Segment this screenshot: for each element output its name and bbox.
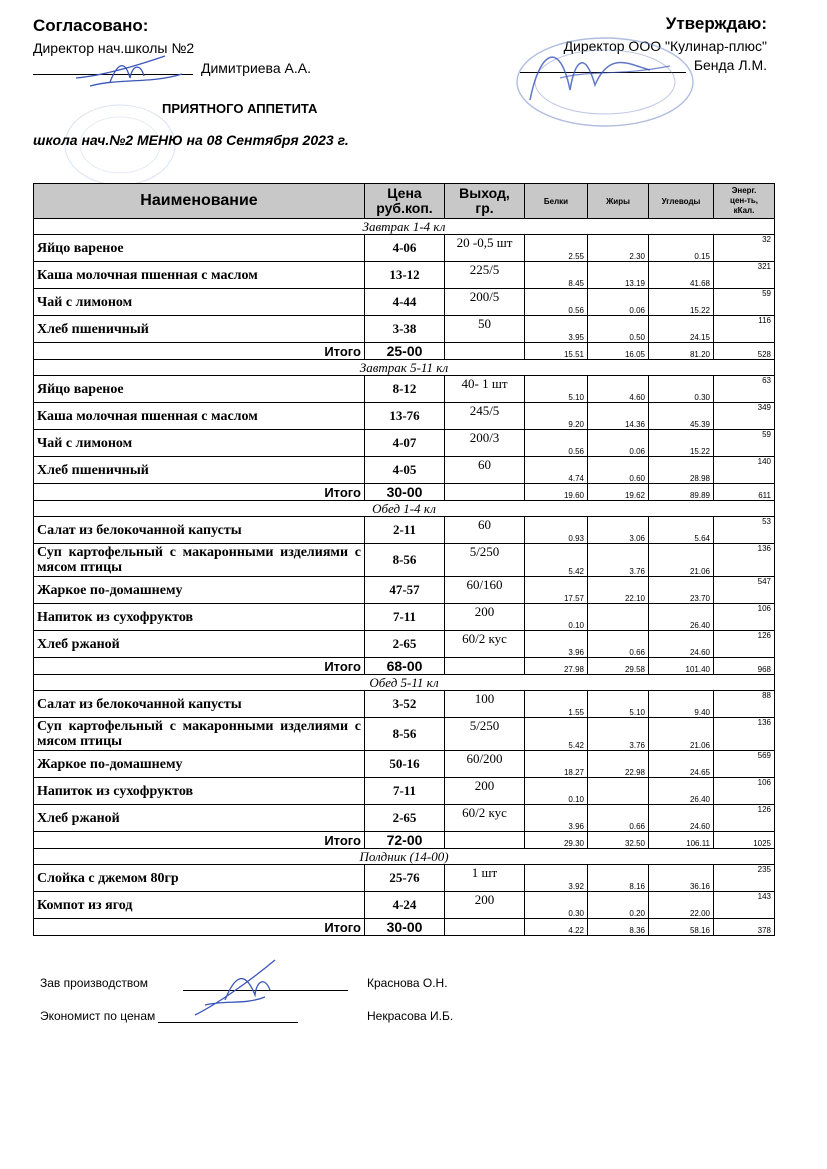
dish-name: Каша молочная пшенная с маслом bbox=[34, 262, 365, 289]
total-carbs: 106.11 bbox=[649, 832, 714, 849]
dish-fat: 0.06 bbox=[588, 289, 649, 316]
dish-fat: 22.10 bbox=[588, 577, 649, 604]
dish-protein: 3.92 bbox=[525, 865, 588, 892]
total-price: 25-00 bbox=[365, 343, 445, 360]
dish-name: Чай с лимоном bbox=[34, 289, 365, 316]
section-row bbox=[34, 219, 775, 235]
dish-name: Яйцо вареное bbox=[34, 235, 365, 262]
section-title: Обед 1-4 кл bbox=[34, 501, 775, 517]
dish-protein: 18.27 bbox=[525, 751, 588, 778]
dish-energy: 116 bbox=[714, 316, 775, 343]
col-energy-line3: кКал. bbox=[733, 206, 755, 215]
dish-carbs: 36.16 bbox=[649, 865, 714, 892]
dish-price: 13-12 bbox=[365, 262, 445, 289]
dish-carbs: 22.00 bbox=[649, 892, 714, 919]
dish-energy: 106 bbox=[714, 604, 775, 631]
total-price: 30-00 bbox=[365, 919, 445, 936]
total-yield-empty bbox=[445, 343, 525, 360]
total-row bbox=[34, 919, 775, 936]
dish-yield: 100 bbox=[445, 691, 525, 718]
total-protein: 15.51 bbox=[525, 343, 588, 360]
dish-name: Каша молочная пшенная с маслом bbox=[34, 403, 365, 430]
page-title: ПРИЯТНОГО АППЕТИТА bbox=[162, 101, 318, 116]
table-row bbox=[34, 751, 775, 778]
table-row bbox=[34, 691, 775, 718]
dish-energy: 32 bbox=[714, 235, 775, 262]
table-row bbox=[34, 604, 775, 631]
confirm-name: Бенда Л.М. bbox=[693, 57, 767, 73]
approved-title: Согласовано: bbox=[33, 16, 149, 35]
dish-yield: 200 bbox=[445, 778, 525, 805]
dish-name: Жаркое по-домашнему bbox=[34, 751, 365, 778]
dish-fat bbox=[588, 604, 649, 631]
dish-protein: 0.93 bbox=[525, 517, 588, 544]
total-protein: 29.30 bbox=[525, 832, 588, 849]
dish-fat: 0.20 bbox=[588, 892, 649, 919]
dish-price: 4-06 bbox=[365, 235, 445, 262]
dish-protein: 4.74 bbox=[525, 457, 588, 484]
dish-energy: 569 bbox=[714, 751, 775, 778]
dish-yield: 40- 1 шт bbox=[445, 376, 525, 403]
dish-carbs: 15.22 bbox=[649, 430, 714, 457]
dish-energy: 349 bbox=[714, 403, 775, 430]
dish-protein: 3.95 bbox=[525, 316, 588, 343]
dish-energy: 63 bbox=[714, 376, 775, 403]
dish-name: Хлеб пшеничный bbox=[34, 457, 365, 484]
dish-price: 4-44 bbox=[365, 289, 445, 316]
table-row bbox=[34, 517, 775, 544]
price-economist-role: Экономист по ценам bbox=[40, 1009, 156, 1023]
dish-yield: 225/5 bbox=[445, 262, 525, 289]
dish-carbs: 21.06 bbox=[649, 718, 714, 751]
total-price: 68-00 bbox=[365, 658, 445, 675]
total-fat: 16.05 bbox=[588, 343, 649, 360]
left-signature-image bbox=[70, 48, 190, 88]
section-row bbox=[34, 360, 775, 376]
dish-yield: 50 bbox=[445, 316, 525, 343]
dish-name: Суп картофельный с макаронными изделиями с мясом птицы bbox=[34, 718, 365, 751]
table-row bbox=[34, 577, 775, 604]
total-label: Итого bbox=[34, 832, 365, 849]
dish-energy: 88 bbox=[714, 691, 775, 718]
total-carbs: 89.89 bbox=[649, 484, 714, 501]
dish-price: 8-12 bbox=[365, 376, 445, 403]
total-row bbox=[34, 658, 775, 675]
dish-protein: 0.56 bbox=[525, 289, 588, 316]
total-carbs: 81.20 bbox=[649, 343, 714, 360]
dish-yield: 60/2 кус bbox=[445, 805, 525, 832]
dish-carbs: 9.40 bbox=[649, 691, 714, 718]
dish-protein: 5.42 bbox=[525, 718, 588, 751]
section-title: Полдник (14-00) bbox=[34, 849, 775, 865]
approved-name: Димитриева А.А. bbox=[201, 60, 311, 76]
dish-carbs: 26.40 bbox=[649, 604, 714, 631]
dish-carbs: 24.60 bbox=[649, 631, 714, 658]
dish-price: 4-24 bbox=[365, 892, 445, 919]
total-energy: 378 bbox=[714, 919, 775, 936]
dish-price: 3-52 bbox=[365, 691, 445, 718]
dish-protein: 5.42 bbox=[525, 544, 588, 577]
col-name-header: Наименование bbox=[34, 184, 365, 219]
dish-yield: 200 bbox=[445, 604, 525, 631]
section-row bbox=[34, 675, 775, 691]
dish-price: 8-56 bbox=[365, 544, 445, 577]
dish-name: Напиток из сухофруктов bbox=[34, 778, 365, 805]
dish-fat: 5.10 bbox=[588, 691, 649, 718]
confirm-title: Утверждаю: bbox=[665, 14, 767, 33]
table-row bbox=[34, 235, 775, 262]
dish-protein: 2.55 bbox=[525, 235, 588, 262]
total-label: Итого bbox=[34, 658, 365, 675]
dish-protein: 17.57 bbox=[525, 577, 588, 604]
price-economist-name: Некрасова И.Б. bbox=[367, 1009, 454, 1023]
total-label: Итого bbox=[34, 484, 365, 501]
total-row bbox=[34, 832, 775, 849]
total-energy: 611 bbox=[714, 484, 775, 501]
dish-fat: 3.76 bbox=[588, 544, 649, 577]
dish-energy: 140 bbox=[714, 457, 775, 484]
total-yield-empty bbox=[445, 919, 525, 936]
total-energy: 1025 bbox=[714, 832, 775, 849]
dish-protein: 0.56 bbox=[525, 430, 588, 457]
table-row bbox=[34, 631, 775, 658]
dish-price: 2-65 bbox=[365, 631, 445, 658]
section-row bbox=[34, 849, 775, 865]
total-fat: 32.50 bbox=[588, 832, 649, 849]
menu-table bbox=[33, 183, 775, 936]
footer-signature-image bbox=[185, 955, 285, 1025]
dish-name: Жаркое по-домашнему bbox=[34, 577, 365, 604]
table-row bbox=[34, 289, 775, 316]
total-yield-empty bbox=[445, 658, 525, 675]
dish-price: 7-11 bbox=[365, 778, 445, 805]
col-energy-line2: цен-ть, bbox=[730, 196, 758, 205]
company-stamp-image bbox=[500, 30, 700, 130]
section-title: Завтрак 1-4 кл bbox=[34, 219, 775, 235]
dish-protein: 9.20 bbox=[525, 403, 588, 430]
dish-carbs: 26.40 bbox=[649, 778, 714, 805]
dish-energy: 136 bbox=[714, 718, 775, 751]
dish-fat: 13.19 bbox=[588, 262, 649, 289]
dish-fat: 0.50 bbox=[588, 316, 649, 343]
dish-energy: 143 bbox=[714, 892, 775, 919]
table-row bbox=[34, 805, 775, 832]
dish-protein: 3.96 bbox=[525, 631, 588, 658]
dish-price: 47-57 bbox=[365, 577, 445, 604]
dish-carbs: 21.06 bbox=[649, 544, 714, 577]
dish-energy: 547 bbox=[714, 577, 775, 604]
dish-name: Хлеб ржаной bbox=[34, 805, 365, 832]
total-carbs: 101.40 bbox=[649, 658, 714, 675]
dish-energy: 126 bbox=[714, 631, 775, 658]
total-protein: 4.22 bbox=[525, 919, 588, 936]
dish-yield: 200/3 bbox=[445, 430, 525, 457]
section-title: Обед 5-11 кл bbox=[34, 675, 775, 691]
dish-fat: 0.06 bbox=[588, 430, 649, 457]
total-yield-empty bbox=[445, 832, 525, 849]
dish-fat: 0.66 bbox=[588, 631, 649, 658]
dish-name: Компот из ягод bbox=[34, 892, 365, 919]
col-yield-line1: Выход, bbox=[459, 185, 510, 201]
dish-protein: 0.30 bbox=[525, 892, 588, 919]
col-energy-line1: Энерг. bbox=[731, 186, 757, 195]
dish-name: Слойка с джемом 80гр bbox=[34, 865, 365, 892]
table-header-row bbox=[34, 184, 775, 219]
dish-energy: 59 bbox=[714, 289, 775, 316]
dish-name: Хлеб пшеничный bbox=[34, 316, 365, 343]
dish-yield: 60/200 bbox=[445, 751, 525, 778]
table-row bbox=[34, 718, 775, 751]
dish-fat: 3.76 bbox=[588, 718, 649, 751]
dish-yield: 20 -0,5 шт bbox=[445, 235, 525, 262]
dish-name: Чай с лимоном bbox=[34, 430, 365, 457]
total-yield-empty bbox=[445, 484, 525, 501]
total-label: Итого bbox=[34, 919, 365, 936]
total-energy: 968 bbox=[714, 658, 775, 675]
dish-price: 4-05 bbox=[365, 457, 445, 484]
dish-protein: 8.45 bbox=[525, 262, 588, 289]
col-carbs-header: Углеводы bbox=[649, 184, 714, 219]
col-energy-header bbox=[714, 184, 775, 219]
dish-carbs: 24.15 bbox=[649, 316, 714, 343]
col-protein-header: Белки bbox=[525, 184, 588, 219]
dish-protein: 0.10 bbox=[525, 778, 588, 805]
dish-yield: 5/250 bbox=[445, 718, 525, 751]
col-price-line1: Цена bbox=[387, 185, 422, 201]
total-energy: 528 bbox=[714, 343, 775, 360]
table-row bbox=[34, 403, 775, 430]
total-price: 30-00 bbox=[365, 484, 445, 501]
table-row bbox=[34, 430, 775, 457]
dish-name: Яйцо вареное bbox=[34, 376, 365, 403]
dish-carbs: 5.64 bbox=[649, 517, 714, 544]
dish-yield: 60/2 кус bbox=[445, 631, 525, 658]
table-row bbox=[34, 865, 775, 892]
dish-carbs: 0.30 bbox=[649, 376, 714, 403]
dish-yield: 200/5 bbox=[445, 289, 525, 316]
dish-name: Хлеб ржаной bbox=[34, 631, 365, 658]
dish-energy: 126 bbox=[714, 805, 775, 832]
dish-price: 50-16 bbox=[365, 751, 445, 778]
table-row bbox=[34, 892, 775, 919]
col-yield-header bbox=[445, 184, 525, 219]
total-price: 72-00 bbox=[365, 832, 445, 849]
dish-carbs: 41.68 bbox=[649, 262, 714, 289]
menu-table-body bbox=[34, 219, 775, 936]
dish-price: 2-65 bbox=[365, 805, 445, 832]
total-fat: 19.62 bbox=[588, 484, 649, 501]
dish-protein: 5.10 bbox=[525, 376, 588, 403]
dish-fat: 14.36 bbox=[588, 403, 649, 430]
dish-price: 25-76 bbox=[365, 865, 445, 892]
dish-carbs: 15.22 bbox=[649, 289, 714, 316]
col-price-header bbox=[365, 184, 445, 219]
dish-carbs: 28.98 bbox=[649, 457, 714, 484]
dish-yield: 60 bbox=[445, 517, 525, 544]
section-row bbox=[34, 501, 775, 517]
table-row bbox=[34, 544, 775, 577]
dish-energy: 235 bbox=[714, 865, 775, 892]
dish-energy: 106 bbox=[714, 778, 775, 805]
dish-name: Салат из белокочанной капусты bbox=[34, 517, 365, 544]
table-row bbox=[34, 262, 775, 289]
section-title: Завтрак 5-11 кл bbox=[34, 360, 775, 376]
dish-fat: 8.16 bbox=[588, 865, 649, 892]
dish-energy: 136 bbox=[714, 544, 775, 577]
dish-carbs: 23.70 bbox=[649, 577, 714, 604]
total-carbs: 58.16 bbox=[649, 919, 714, 936]
table-row bbox=[34, 376, 775, 403]
dish-carbs: 24.65 bbox=[649, 751, 714, 778]
dish-price: 3-38 bbox=[365, 316, 445, 343]
dish-name: Салат из белокочанной капусты bbox=[34, 691, 365, 718]
dish-yield: 245/5 bbox=[445, 403, 525, 430]
total-label: Итого bbox=[34, 343, 365, 360]
col-fat-header: Жиры bbox=[588, 184, 649, 219]
approved-role: Директор нач.школы №2 bbox=[33, 40, 195, 56]
dish-protein: 0.10 bbox=[525, 604, 588, 631]
production-head-name: Краснова О.Н. bbox=[367, 976, 448, 990]
dish-price: 4-07 bbox=[365, 430, 445, 457]
dish-energy: 321 bbox=[714, 262, 775, 289]
dish-fat: 0.66 bbox=[588, 805, 649, 832]
dish-fat: 4.60 bbox=[588, 376, 649, 403]
total-fat: 29.58 bbox=[588, 658, 649, 675]
dish-fat: 3.06 bbox=[588, 517, 649, 544]
dish-name: Суп картофельный с макаронными изделиями с мясом птицы bbox=[34, 544, 365, 577]
table-row bbox=[34, 457, 775, 484]
page-subtitle: школа нач.№2 МЕНЮ на 08 Сентября 2023 г. bbox=[33, 132, 349, 148]
total-protein: 27.98 bbox=[525, 658, 588, 675]
col-yield-line2: гр. bbox=[475, 200, 494, 216]
dish-fat: 2.30 bbox=[588, 235, 649, 262]
dish-fat: 0.60 bbox=[588, 457, 649, 484]
dish-price: 8-56 bbox=[365, 718, 445, 751]
dish-price: 2-11 bbox=[365, 517, 445, 544]
dish-price: 13-76 bbox=[365, 403, 445, 430]
total-protein: 19.60 bbox=[525, 484, 588, 501]
dish-fat bbox=[588, 778, 649, 805]
dish-price: 7-11 bbox=[365, 604, 445, 631]
total-row bbox=[34, 343, 775, 360]
dish-energy: 53 bbox=[714, 517, 775, 544]
total-row bbox=[34, 484, 775, 501]
production-head-role: Зав производством bbox=[40, 976, 148, 990]
col-price-line2: руб.коп. bbox=[376, 200, 433, 216]
dish-protein: 1.55 bbox=[525, 691, 588, 718]
confirm-role: Директор ООО "Кулинар-плюс" bbox=[563, 38, 767, 54]
table-row bbox=[34, 316, 775, 343]
dish-yield: 60 bbox=[445, 457, 525, 484]
dish-yield: 5/250 bbox=[445, 544, 525, 577]
total-fat: 8.36 bbox=[588, 919, 649, 936]
dish-carbs: 0.15 bbox=[649, 235, 714, 262]
dish-yield: 1 шт bbox=[445, 865, 525, 892]
dish-fat: 22.98 bbox=[588, 751, 649, 778]
dish-yield: 60/160 bbox=[445, 577, 525, 604]
dish-energy: 59 bbox=[714, 430, 775, 457]
dish-carbs: 45.39 bbox=[649, 403, 714, 430]
dish-name: Напиток из сухофруктов bbox=[34, 604, 365, 631]
table-row bbox=[34, 778, 775, 805]
dish-protein: 3.96 bbox=[525, 805, 588, 832]
dish-carbs: 24.60 bbox=[649, 805, 714, 832]
dish-yield: 200 bbox=[445, 892, 525, 919]
